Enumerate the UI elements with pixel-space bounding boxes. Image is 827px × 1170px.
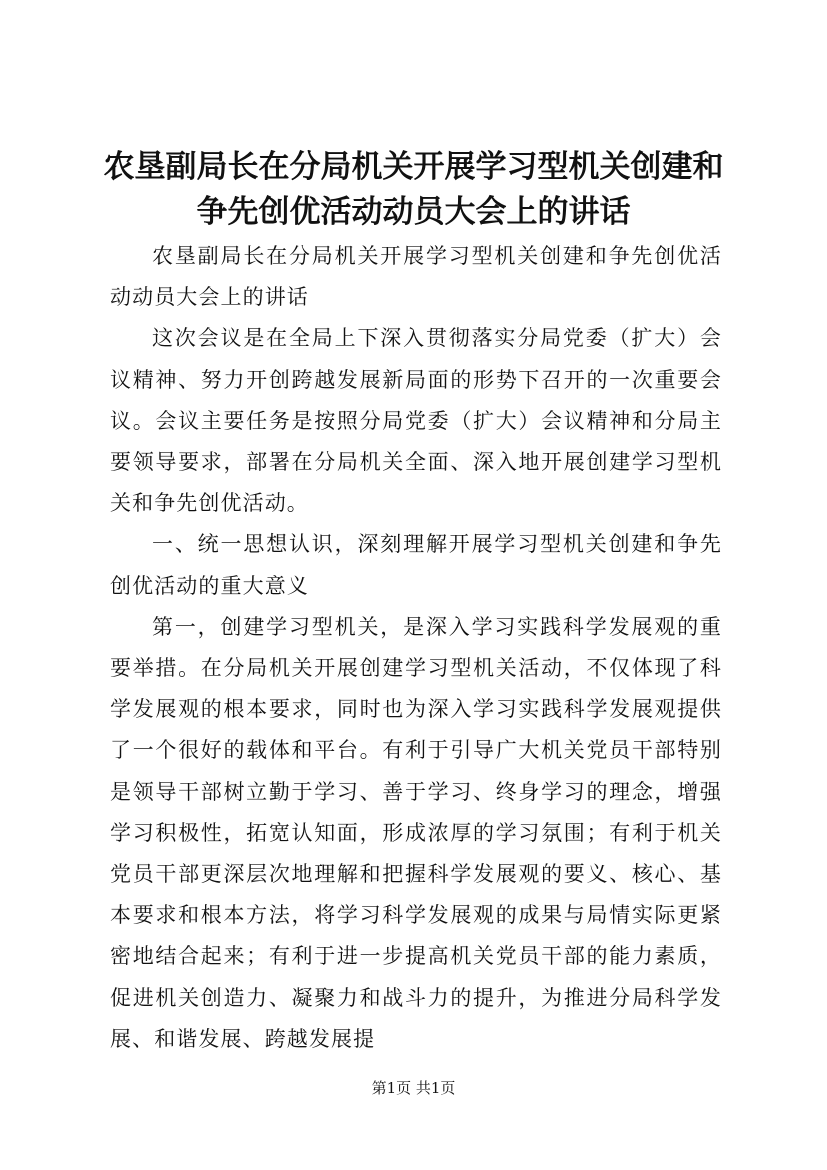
paragraph-intro: 这次会议是在全局上下深入贯彻落实分局党委（扩大）会议精神、努力开创跨越发展新局面的形势下召开的一次重要会议。会议主要任务是按照分局党委（扩大）会议精神和分局主要领导要求，部署在分局机关全面、深入地开展创建学习型机关和争先创优活动。 [110,326,722,516]
page-footer: 第1页 共1页 [371,1079,456,1097]
paragraph-section-heading: 一、统一思想认识，深刻理解开展学习型机关创建和争先创优活动的重大意义 [110,532,722,598]
document-body [110,236,722,1060]
paragraph-first-point: 第一，创建学习型机关，是深入学习实践科学发展观的重要举措。在分局机关开展创建学习型机关活动，不仅体现了科学发展观的根本要求，同时也为深入学习实践科学发展观提供了一个很好的载体和平台。有利于引导广大机关党员干部特别是领导干部树立勤于学习、善于学习、终身学习的理念，增强学习积极性，拓宽认知面，形成浓厚的学习氛围；有利于机关党员干部更深层次地理解和把握科学发展观的要义、核心、基本要求和根本方法，将学习科学发展观的成果与局情实际更紧密地结合起来；有利于进一步提高机关党员干部的能力素质，促进机关创造力、凝聚力和战斗力的提升，为推进分局科学发展、和谐发展、跨越发展提 [110,614,722,1051]
document-title: 农垦副局长在分局机关开展学习型机关创建和争先创优活动动员大会上的讲话 [103,149,724,230]
paragraph-subtitle: 农垦副局长在分局机关开展学习型机关创建和争先创优活动动员大会上的讲话 [110,244,722,310]
